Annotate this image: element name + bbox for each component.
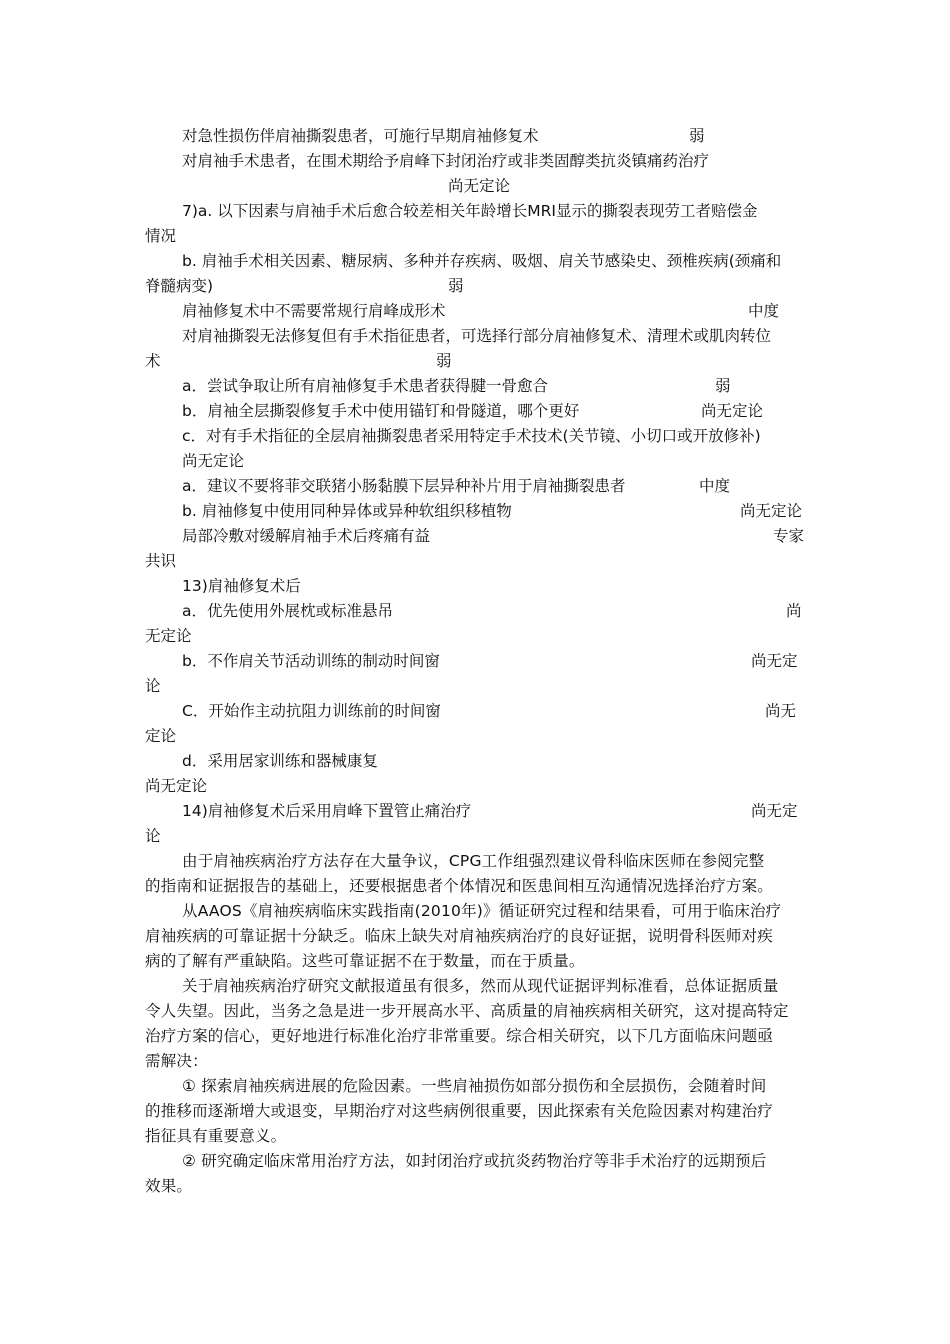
paragraph-line xyxy=(0,874,950,899)
evidence-grade: 尚无定论 xyxy=(182,452,245,470)
line-text: 对肩袖撕裂无法修复但有手术指征患者，可选择行部分肩袖修复术、清理术或肌肉转位 xyxy=(182,327,772,345)
line-text: ② 研究确定临床常用治疗方法，如封闭治疗或抗炎药物治疗等非手术治疗的远期预后 xyxy=(182,1152,767,1170)
line-text: a．建议不要将菲交联猪小肠黏膜下层异种补片用于肩袖撕裂患者 xyxy=(182,477,626,495)
line-text: a．优先使用外展枕或标准悬吊 xyxy=(182,602,393,620)
line-text: b. 肩袖手术相关因素、糖尿病、多种并存疾病、吸烟、肩关节感染史、颈椎疾病(颈痛和 xyxy=(182,252,782,270)
text-line xyxy=(0,399,950,424)
text-line xyxy=(0,749,950,774)
line-text: a．尝试争取让所有肩袖修复手术患者获得腱一骨愈合 xyxy=(182,377,549,395)
paragraph-line xyxy=(0,1024,950,1049)
paragraph-line xyxy=(0,949,950,974)
line-text: 对急性损伤伴肩袖撕裂患者，可施行早期肩袖修复术 xyxy=(182,127,539,145)
text-line xyxy=(0,799,950,824)
text-line xyxy=(0,649,950,674)
text-line xyxy=(0,699,950,724)
text-line xyxy=(0,274,950,299)
text-line xyxy=(0,499,950,524)
paragraph-line xyxy=(0,1174,950,1199)
text-line xyxy=(0,374,950,399)
text-line xyxy=(0,149,950,174)
paragraph-line xyxy=(0,1124,950,1149)
paragraph-line xyxy=(0,1099,950,1124)
text-line xyxy=(0,174,950,199)
evidence-grade: 尚无定论 xyxy=(701,402,764,420)
text-line xyxy=(0,324,950,349)
paragraph-line xyxy=(0,899,950,924)
text-line xyxy=(0,674,950,699)
line-text: 效果。 xyxy=(145,1177,193,1195)
text-line xyxy=(0,449,950,474)
line-text: 局部冷敷对缓解肩袖手术后疼痛有益 xyxy=(182,527,431,545)
evidence-grade: 论 xyxy=(145,827,161,845)
line-text: 对肩袖手术患者，在围术期给予肩峰下封闭治疗或非类固醇类抗炎镇痛药治疗 xyxy=(182,152,710,170)
text-line xyxy=(0,424,950,449)
line-text: 情况 xyxy=(145,227,177,245)
line-text: 7)a. 以下因素与肩袖手术后愈合较差相关年龄增长MRI显示的撕裂表现劳工者赔偿金 xyxy=(182,202,758,220)
text-line xyxy=(0,524,950,549)
line-text: d．采用居家训练和器械康复 xyxy=(182,752,378,770)
evidence-grade: 无定论 xyxy=(145,627,192,645)
evidence-grade: 尚无定 xyxy=(751,652,798,670)
line-text: C．开始作主动抗阻力训练前的时间窗 xyxy=(182,702,441,720)
line-text: b．肩袖全层撕裂修复手术中使用锚钉和骨隧道，哪个更好 xyxy=(182,402,580,420)
evidence-grade: 尚无 xyxy=(765,702,797,720)
text-line xyxy=(0,624,950,649)
paragraph-line xyxy=(0,1074,950,1099)
line-text: 脊髓病变) xyxy=(145,277,214,295)
paragraph-line xyxy=(0,924,950,949)
line-text: 14)肩袖修复术后采用肩峰下置管止痛治疗 xyxy=(182,802,472,820)
line-text: 病的了解有严重缺陷。这些可靠证据不在于数量，而在于质量。 xyxy=(145,952,585,970)
paragraph-line xyxy=(0,999,950,1024)
text-line xyxy=(0,824,950,849)
line-text: 肩袖修复术中不需要常规行肩峰成形术 xyxy=(182,302,446,320)
paragraph-line xyxy=(0,849,950,874)
evidence-grade: 弱 xyxy=(436,352,452,370)
text-line xyxy=(0,724,950,749)
evidence-grade: 尚无定论 xyxy=(145,777,208,795)
evidence-grade: 尚无定 xyxy=(751,802,798,820)
line-text: 令人失望。因此，当务之急是进一步开展高水平、高质量的肩袖疾病相关研究，这对提高特定 xyxy=(145,1002,789,1020)
text-line xyxy=(0,124,950,149)
line-text: 需解决： xyxy=(145,1052,208,1070)
line-text: 指征具有重要意义。 xyxy=(145,1127,287,1145)
text-line xyxy=(0,549,950,574)
text-line xyxy=(0,349,950,374)
line-text: 从AAOS《肩袖疾病临床实践指南(2010年)》循证研究过程和结果看，可用于临床治疗 xyxy=(182,902,782,920)
evidence-grade: 论 xyxy=(145,677,161,695)
evidence-grade: 尚无定论 xyxy=(740,502,803,520)
evidence-grade: 中度 xyxy=(748,302,780,320)
evidence-grade: 尚无定论 xyxy=(448,177,511,195)
line-text: 由于肩袖疾病治疗方法存在大量争议，CPG工作组强烈建议骨科临床医师在参阅完整 xyxy=(182,852,765,870)
line-text: 13)肩袖修复术后 xyxy=(182,577,301,595)
line-text: 的推移而逐渐增大或退变，早期治疗对这些病例很重要，因此探索有关危险因素对构建治疗 xyxy=(145,1102,774,1120)
text-line xyxy=(0,599,950,624)
text-line xyxy=(0,199,950,224)
evidence-grade: 定论 xyxy=(145,727,177,745)
evidence-grade: 中度 xyxy=(699,477,731,495)
line-text: ① 探索肩袖疾病进展的危险因素。一些肩袖损伤如部分损伤和全层损伤，会随着时间 xyxy=(182,1077,767,1095)
evidence-grade: 共识 xyxy=(145,552,177,570)
line-text: c．对有手术指征的全层肩袖撕裂患者采用特定手术技术(关节镜、小切口或开放修补) xyxy=(182,427,761,445)
evidence-grade: 弱 xyxy=(689,127,705,145)
evidence-grade: 弱 xyxy=(715,377,731,395)
text-line xyxy=(0,299,950,324)
line-text: b．不作肩关节活动训练的制动时间窗 xyxy=(182,652,440,670)
text-line xyxy=(0,574,950,599)
paragraph-line xyxy=(0,1149,950,1174)
line-text: 的指南和证据报告的基础上，还要根据患者个体情况和医患间相互沟通情况选择治疗方案。 xyxy=(145,877,774,895)
evidence-grade: 专家 xyxy=(773,527,805,545)
text-line xyxy=(0,224,950,249)
text-line xyxy=(0,774,950,799)
line-text: 肩袖疾病的可靠证据十分缺乏。临床上缺失对肩袖疾病治疗的良好证据，说明骨科医师对疾 xyxy=(145,927,774,945)
line-text: b. 肩袖修复中使用同种异体或异种软组织移植物 xyxy=(182,502,512,520)
line-text: 关于肩袖疾病治疗研究文献报道虽有很多，然而从现代证据评判标准看，总体证据质量 xyxy=(182,977,779,995)
evidence-grade: 尚 xyxy=(786,602,802,620)
line-text: 术 xyxy=(145,352,161,370)
paragraph-line xyxy=(0,1049,950,1074)
text-line xyxy=(0,249,950,274)
paragraph-line xyxy=(0,974,950,999)
line-text: 治疗方案的信心，更好地进行标准化治疗非常重要。综合相关研究，以下几方面临床问题亟 xyxy=(145,1027,774,1045)
evidence-grade: 弱 xyxy=(448,277,464,295)
text-line xyxy=(0,474,950,499)
